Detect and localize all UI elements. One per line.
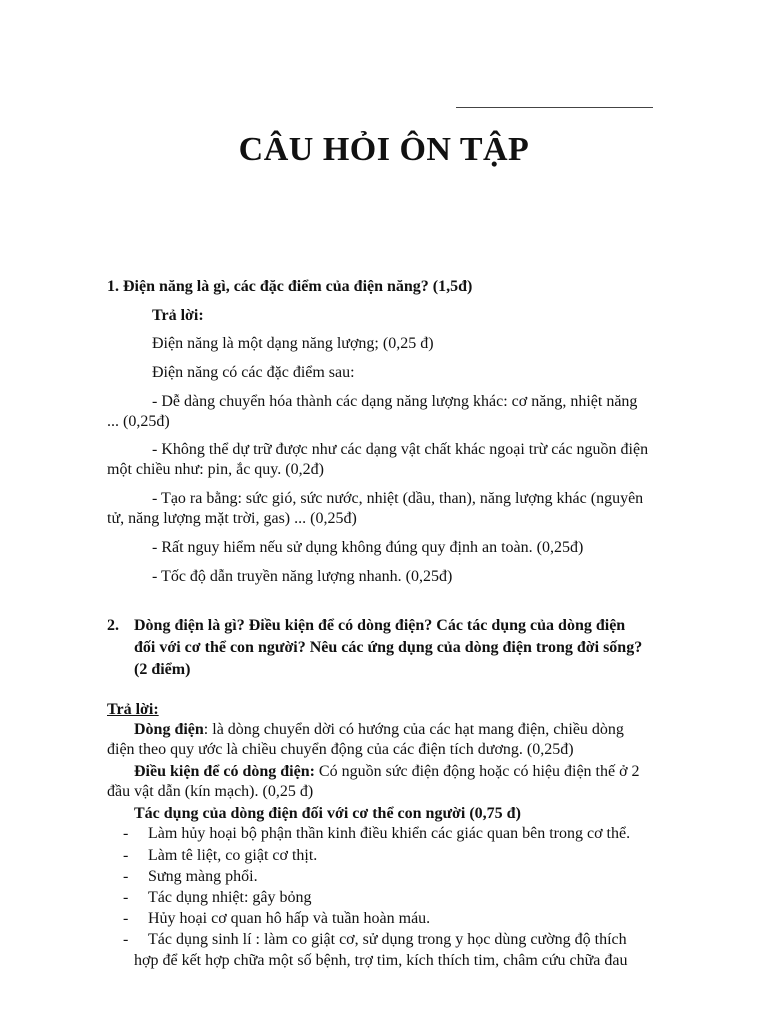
list-item: Làm tê liệt, co giật cơ thịt. [148, 847, 318, 864]
q1-line: - Tốc độ dẫn truyền năng lượng nhanh. (0,25đ) [152, 568, 453, 585]
q1-line: Điện năng là một dạng năng lượng; (0,25 đ) [152, 335, 434, 352]
q2-question-line: (2 điểm) [134, 661, 191, 678]
def-term: Dòng điện [134, 721, 204, 738]
q2-question-line: Dòng điện là gì? Điều kiện để có dòng điện? Các tác dụng của dòng điện [134, 617, 626, 634]
q2-definition [134, 720, 624, 740]
list-bullet: - [123, 889, 129, 906]
q2-definition-line2: điện theo quy ước là chiều chuyển động của các điện tích dương. (0,25đ) [107, 741, 574, 758]
page-title: CÂU HỎI ÔN TẬP [238, 131, 530, 168]
list-bullet: - [123, 931, 129, 948]
q2-question-line: đối với cơ thể con người? Nêu các ứng dụng của dòng điện trong đời sống? [134, 639, 643, 656]
q2-answer-label: Trả lời: [107, 701, 159, 718]
q1-line: - Rất nguy hiểm nếu sử dụng không đúng quy định an toàn. (0,25đ) [152, 539, 584, 556]
q2-condition-line2: đầu vật dẫn (kín mạch). (0,25 đ) [107, 783, 314, 800]
list-item: Hủy hoại cơ quan hô hấp và tuần hoàn máu. [148, 910, 431, 927]
q1-line: - Không thể dự trữ được như các dạng vật chất khác ngoại trừ các nguồn điện [152, 441, 649, 458]
list-item-continuation: hợp để kết hợp chữa một số bệnh, trợ tim, kích thích tim, châm cứu chữa đau [134, 952, 628, 969]
def-text: : là dòng chuyển dời có hướng của các hạt mang điện, chiều dòng [203, 721, 624, 738]
q1-line: một chiều như: pin, ắc quy. (0,2đ) [107, 461, 324, 478]
cond-term: Điều kiện để có dòng điện: [134, 763, 315, 780]
list-bullet: - [123, 825, 129, 842]
list-bullet: - [123, 910, 129, 927]
q1-line: Điện năng có các đặc điểm sau: [152, 364, 355, 381]
q1-line: tử, năng lượng mặt trời, gas) ... (0,25đ) [107, 510, 357, 527]
list-item: Tác dụng sinh lí : làm co giật cơ, sử dụng trong y học dùng cường độ thích [148, 931, 627, 948]
list-item: Làm hủy hoại bộ phận thần kinh điều khiển các giác quan bên trong cơ thể. [148, 825, 631, 842]
q1-line: - Tạo ra bằng: sức gió, sức nước, nhiệt (dầu, than), năng lượng khác (nguyên [152, 490, 644, 507]
list-item: Tác dụng nhiệt: gây bỏng [148, 889, 312, 906]
cond-text: Có nguồn sức điện động hoặc có hiệu điện thế ở 2 [314, 763, 640, 780]
header-rule [456, 107, 653, 108]
list-bullet: - [123, 847, 129, 864]
q1-answer-label: Trả lời: [152, 307, 204, 324]
q1-line: - Dễ dàng chuyển hóa thành các dạng năng lượng khác: cơ năng, nhiệt năng [152, 393, 638, 410]
q1-question: 1. Điện năng là gì, các đặc điểm của điện năng? (1,5đ) [107, 278, 473, 295]
list-item: Sưng màng phổi. [148, 868, 258, 885]
q1-line: ... (0,25đ) [107, 413, 170, 430]
q2-effects-heading: Tác dụng của dòng điện đối với cơ thể con người (0,75 đ) [134, 805, 521, 822]
q2-number: 2. [107, 617, 119, 634]
q2-condition [134, 762, 640, 782]
list-bullet: - [123, 868, 129, 885]
